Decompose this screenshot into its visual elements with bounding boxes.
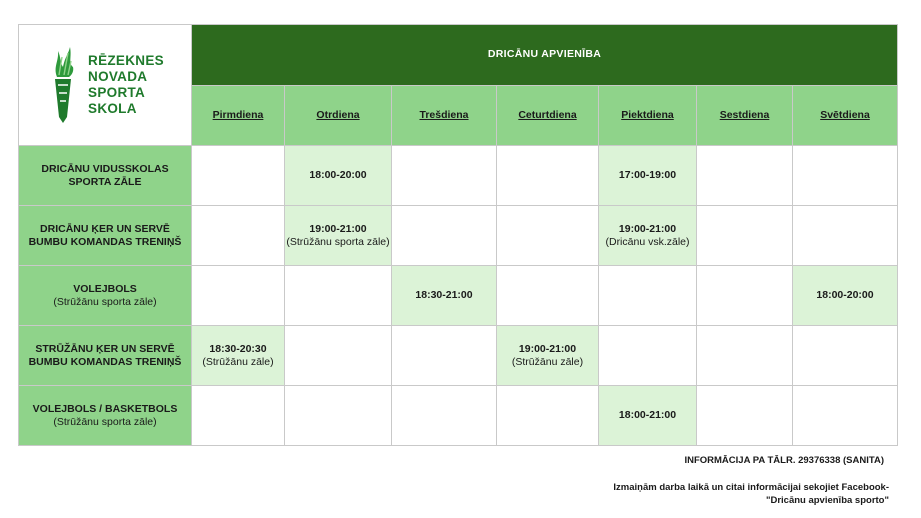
schedule-cell	[192, 386, 285, 446]
table-row	[19, 206, 898, 266]
table-row	[19, 386, 898, 446]
day-header: Otrdiena	[285, 85, 392, 146]
schedule-cell	[793, 146, 898, 206]
session-time: 19:00-21:00	[518, 342, 577, 355]
schedule-cell	[599, 266, 697, 326]
torch-logo-icon	[46, 45, 80, 125]
session-time: 18:00-20:00	[309, 169, 367, 181]
table-row	[19, 146, 898, 206]
logo-line: RĒZEKNES	[88, 53, 164, 68]
day-header: Pirmdiena	[192, 85, 285, 146]
logo-text	[88, 53, 164, 117]
session-location: (Strūžānu zāle)	[511, 355, 584, 368]
schedule-cell	[392, 146, 497, 206]
schedule-cell	[793, 266, 898, 326]
schedule-cell	[599, 146, 697, 206]
schedule-cell	[497, 146, 599, 206]
logo-line: SPORTA	[88, 85, 146, 100]
row-label-sub: (Strūžānu sporta zāle)	[53, 415, 157, 428]
row-label-text: VOLEJBOLS / BASKETBOLS	[32, 402, 178, 415]
row-label-sub: (Strūžānu sporta zāle)	[53, 295, 157, 308]
schedule-cell	[192, 266, 285, 326]
schedule-cell	[793, 386, 898, 446]
schedule-cell	[599, 206, 697, 266]
row-label-text: DRICĀNU ĶER UN SERVĒ BUMBU KOMANDAS TRENIŅŠ	[28, 222, 182, 248]
schedule-cell	[392, 266, 497, 326]
session-time: 19:00-21:00	[309, 222, 367, 235]
row-label-text: VOLEJBOLS	[73, 282, 137, 295]
schedule-cell	[497, 326, 599, 386]
schedule-cell	[392, 206, 497, 266]
day-header: Sestdiena	[697, 85, 793, 146]
row-label-text: DRICĀNU VIDUSSKOLAS SPORTA ZĀLE	[41, 162, 169, 188]
schedule-cell	[793, 206, 898, 266]
session-location: (Dricānu vsk.zāle)	[605, 235, 690, 248]
info-facebook	[613, 481, 889, 507]
schedule-cell	[697, 266, 793, 326]
schedule-cell	[697, 386, 793, 446]
page-title: DRICĀNU APVIENĪBA	[192, 25, 898, 86]
info-facebook-line: Izmaiņām darba laikā un citai informācijai sekojiet Facebook-	[613, 482, 889, 493]
session-time: 19:00-21:00	[618, 222, 677, 235]
table-row	[19, 326, 898, 386]
schedule-cell	[192, 326, 285, 386]
day-header: Ceturtdiena	[497, 85, 599, 146]
logo	[19, 25, 192, 146]
schedule-cell	[192, 206, 285, 266]
logo-line: SKOLA	[88, 101, 137, 116]
info-facebook-line: "Dricānu apvienība sporto"	[765, 495, 889, 506]
schedule-cell	[497, 206, 599, 266]
schedule-cell	[285, 206, 392, 266]
schedule-cell	[497, 266, 599, 326]
schedule-table	[18, 24, 898, 446]
logo-line: NOVADA	[88, 69, 148, 84]
row-label	[19, 326, 192, 386]
session-time: 18:30-20:30	[209, 342, 267, 355]
schedule-cell	[192, 146, 285, 206]
schedule-cell	[697, 326, 793, 386]
schedule-cell	[392, 326, 497, 386]
session-time: 18:00-20:00	[816, 289, 874, 301]
schedule-cell	[793, 326, 898, 386]
day-header: Svētdiena	[793, 85, 898, 146]
row-label-text: STRŪŽĀNU ĶER UN SERVĒ BUMBU KOMANDAS TRENIŅŠ	[28, 342, 182, 368]
row-label	[19, 386, 192, 446]
row-label	[19, 206, 192, 266]
schedule-cell	[697, 146, 793, 206]
schedule-cell	[497, 386, 599, 446]
info-phone: INFORMĀCIJA PA TĀLR. 29376338 (SANITA)	[684, 455, 884, 466]
schedule-cell	[697, 206, 793, 266]
session-location: (Strūžānu sporta zāle)	[286, 235, 390, 248]
table-row	[19, 266, 898, 326]
session-time: 17:00-19:00	[618, 169, 677, 181]
schedule-cell	[285, 146, 392, 206]
schedule-cell	[285, 266, 392, 326]
schedule-cell	[285, 326, 392, 386]
session-location: (Strūžānu zāle)	[202, 355, 274, 368]
row-label	[19, 146, 192, 206]
session-time: 18:30-21:00	[415, 289, 473, 301]
schedule-cell	[599, 326, 697, 386]
schedule-cell	[599, 386, 697, 446]
row-label	[19, 266, 192, 326]
schedule-cell	[285, 386, 392, 446]
schedule-cell	[392, 386, 497, 446]
day-header: Piektdiena	[599, 85, 697, 146]
schedule-rows	[19, 146, 898, 446]
day-header: Trešdiena	[392, 85, 497, 146]
session-time: 18:00-21:00	[618, 409, 677, 421]
